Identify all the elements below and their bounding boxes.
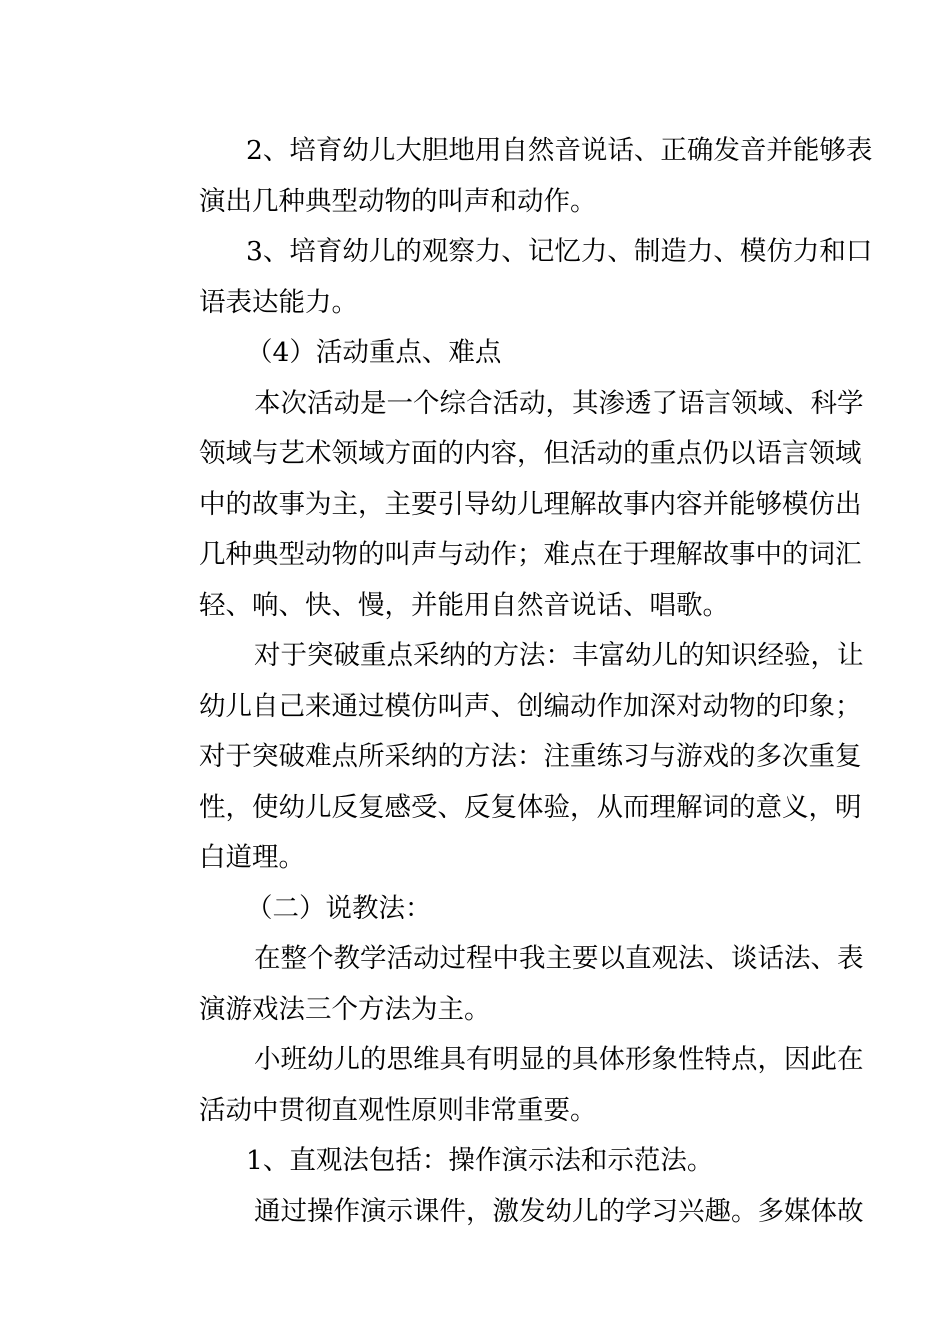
- section-heading: （4）活动重点、难点: [246, 337, 502, 368]
- section-heading: （二）说教法：: [246, 892, 432, 924]
- paragraph-method-1: [146, 1136, 810, 1187]
- heading-teaching-methods: [146, 884, 810, 935]
- paragraph-teaching-methods: [146, 934, 864, 1035]
- text-line: 通过操作演示课件，激发幼儿的学习兴趣。多媒体故: [254, 1195, 864, 1227]
- text-line: 对于突破重点采纳的方法：丰富幼儿的知识经验，让: [254, 640, 864, 671]
- text-line: 对于突破难点所采纳的方法：注重练习与游戏的多次重复: [199, 741, 862, 772]
- text-line: 3、培育幼儿的观察力、记忆力、制造力、模仿力和口: [246, 236, 873, 267]
- paragraph-goal-3: [146, 227, 873, 328]
- text-line: 白道理。: [199, 842, 305, 873]
- text-line: 领域与艺术领域方面的内容，但活动的重点仍以语言领域: [199, 438, 862, 469]
- text-line: 几种典型动物的叫声与动作；难点在于理解故事中的词汇: [199, 539, 862, 570]
- text-line: 本次活动是一个综合活动，其渗透了语言领域、科学: [254, 387, 864, 419]
- text-line: 活动中贯彻直观性原则非常重要。: [199, 1094, 597, 1126]
- paragraph-methods: [146, 631, 864, 884]
- text-line: 演出几种典型动物的叫声和动作。: [199, 185, 597, 217]
- text-line: 1、直观法包括：操作演示法和示范法。: [246, 1145, 714, 1176]
- text-line: 性，使幼儿反复感受、反复体验，从而理解词的意义，明: [199, 791, 862, 823]
- text-line: 中的故事为主，主要引导幼儿理解故事内容并能够模仿出: [199, 488, 862, 520]
- text-line: 幼儿自己来通过模仿叫声、创编动作加深对动物的印象；: [199, 690, 862, 722]
- text-line: 在整个教学活动过程中我主要以直观法、谈话法、表: [254, 943, 864, 974]
- text-line: 演游戏法三个方法为主。: [199, 993, 491, 1025]
- text-line: 小班幼儿的思维具有明显的具体形象性特点，因此在: [254, 1044, 864, 1075]
- text-line: 2、培育幼儿大胆地用自然音说话、正确发音并能够表: [246, 135, 873, 166]
- document-body: [146, 126, 873, 1237]
- paragraph-goal-2: [146, 126, 873, 227]
- heading-key-points: [146, 328, 810, 379]
- paragraph-method-1-body: [146, 1187, 864, 1238]
- paragraph-key-points: [146, 379, 864, 632]
- paragraph-thinking: [146, 1035, 864, 1136]
- text-line: 轻、响、快、慢，并能用自然音说话、唱歌。: [199, 589, 729, 621]
- text-line: 语表达能力。: [199, 286, 358, 318]
